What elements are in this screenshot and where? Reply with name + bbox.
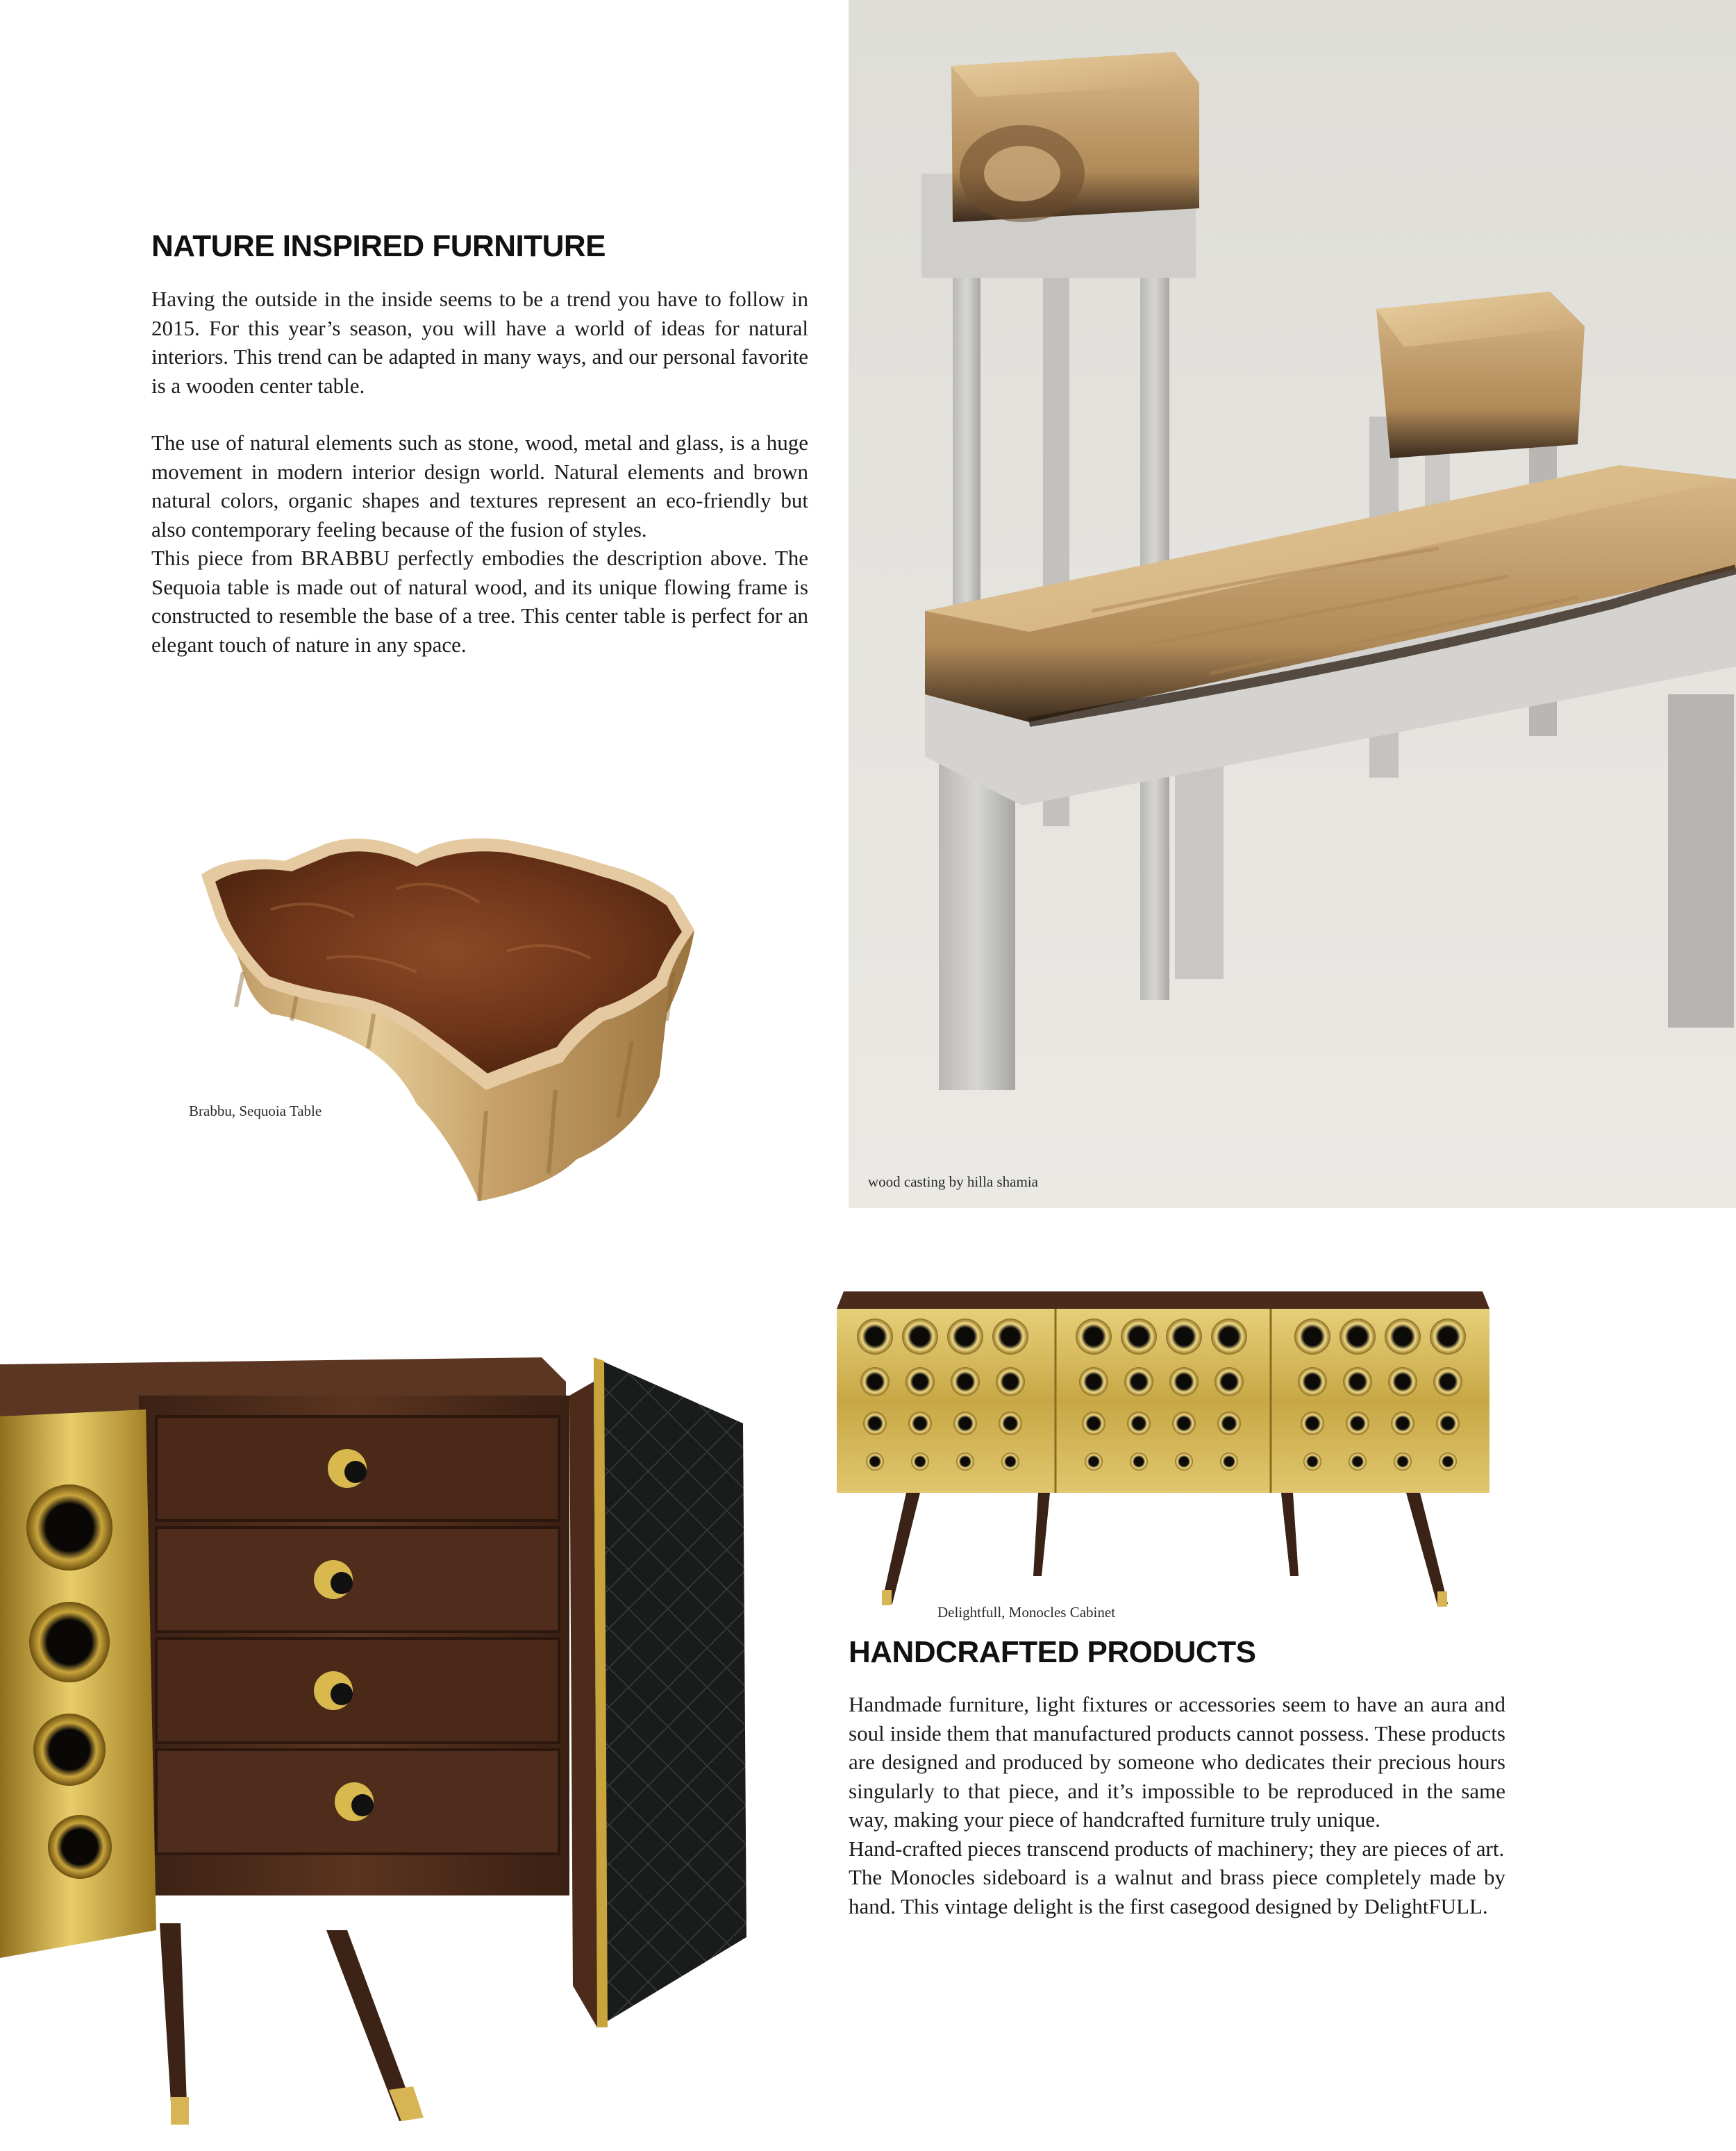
monocles-cabinet-illustration — [833, 1278, 1493, 1618]
sequoia-table-illustration — [187, 812, 750, 1208]
monocles-cabinet-photo — [833, 1278, 1493, 1618]
nature-article-body — [151, 285, 808, 659]
section-title-nature: NATURE INSPIRED FURNITURE — [151, 229, 606, 263]
handcrafted-paragraph: Hand-crafted pieces transcend products of machinery; they are pieces of art. — [849, 1836, 1505, 1861]
section-title-handcrafted: HANDCRAFTED PRODUCTS — [849, 1635, 1256, 1669]
caption-wood-casting: wood casting by hilla shamia — [868, 1173, 1038, 1190]
handcrafted-article-body — [849, 1690, 1505, 1920]
caption-sequoia-table: Brabbu, Sequoia Table — [189, 1103, 322, 1119]
handcrafted-paragraph: Handmade furniture, light fixtures or accessories seem to have an aura and soul inside them that manufactured products cannot possess. These products are designed and produced by someone who dedicates their precious hours singularly to that piece, and it’s impossible to be reproduced in the same way, making your piece of handcrafted furniture truly unique. — [849, 1692, 1505, 1832]
monocles-sideboard-open-photo — [0, 1333, 771, 2151]
nature-paragraph: This piece from BRABBU perfectly embodies the description above. The Sequoia table is made out of natural wood, and its unique flowing frame is constructed to resemble the base of a tree. This center table is perfect for an elegant touch of nature in any space. — [151, 546, 808, 657]
nature-paragraph: The use of natural elements such as stone, wood, metal and glass, is a huge movement in modern interior design world. Natural elements and brown natural colors, organic shapes and textures represent an eco-friendly but also contemporary feeling because of the fusion of styles. — [151, 430, 808, 542]
handcrafted-paragraph: The Monocles sideboard is a walnut and brass piece completely made by hand. This vintage delight is the first casegood designed by DelightFULL. — [849, 1865, 1505, 1918]
caption-monocles-cabinet: Delightfull, Monocles Cabinet — [937, 1604, 1116, 1621]
monocles-sideboard-illustration — [0, 1333, 771, 2151]
nature-paragraph: Having the outside in the inside seems to be a trend you have to follow in 2015. For this year’s season, you will have a world of ideas for natural interiors. This trend can be adapted in many ways, and our personal favorite is a wooden center table. — [151, 287, 808, 398]
wood-casting-photo — [849, 0, 1736, 1208]
sequoia-table-photo — [187, 812, 750, 1208]
wood-casting-illustration — [849, 0, 1736, 1208]
